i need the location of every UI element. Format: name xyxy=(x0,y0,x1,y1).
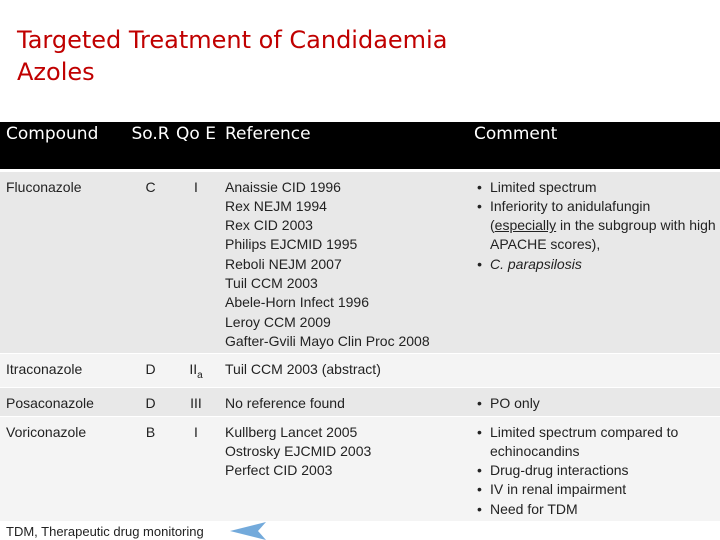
compound-cell: Fluconazole xyxy=(0,170,128,354)
compound-cell: Itraconazole xyxy=(0,354,128,388)
reference-line: No reference found xyxy=(225,395,345,412)
reference-line: Abele-Horn Infect 1996 xyxy=(225,294,369,311)
comment-list xyxy=(474,178,716,274)
reference-line: Ostrosky EJCMID 2003 xyxy=(225,442,372,459)
comment-item: • C. parapsilosis xyxy=(474,255,716,274)
header-sor: So.R xyxy=(128,122,173,170)
table-header-row xyxy=(0,122,720,170)
qoe-cell: I xyxy=(173,170,219,354)
comment-item: • Drug-drug interactions xyxy=(474,461,716,480)
reference-line: Anaissie CID 1996 xyxy=(225,178,341,195)
comment-list xyxy=(474,423,716,519)
qoe-cell: III xyxy=(173,388,219,416)
comment-item: • Need for TDM xyxy=(474,500,716,519)
reference-line: Leroy CCM 2009 xyxy=(225,313,331,330)
header-compound: Compound xyxy=(0,122,128,170)
reference-cell xyxy=(219,354,468,388)
comment-text: in the subgroup with high APACHE scores), xyxy=(490,217,716,253)
comment-item: • Limited spectrum compared to echinocandins xyxy=(474,423,716,462)
reference-line: Rex NEJM 1994 xyxy=(225,197,327,214)
reference-line: Gafter-Gvili Mayo Clin Proc 2008 xyxy=(225,332,430,349)
comment-item xyxy=(474,197,716,255)
qoe-subscript: a xyxy=(197,369,203,381)
qoe-cell xyxy=(173,354,219,388)
slide-title-line-2: Azoles xyxy=(17,58,95,86)
slide-title xyxy=(17,24,447,88)
sor-cell: D xyxy=(128,388,173,416)
footnote: TDM, Therapeutic drug monitoring xyxy=(0,524,222,540)
reference-line: Tuil CCM 2003 (abstract) xyxy=(225,361,381,378)
reference-cell xyxy=(219,416,468,521)
comment-list xyxy=(474,394,716,413)
qoe-cell: I xyxy=(173,416,219,521)
reference-line: Kullberg Lancet 2005 xyxy=(225,423,358,440)
header-reference: Reference xyxy=(219,122,468,170)
comment-cell xyxy=(468,170,720,354)
comment-item: • PO only xyxy=(474,394,716,413)
reference-line: Perfect CID 2003 xyxy=(225,462,333,479)
table-row-itraconazole xyxy=(0,354,720,388)
qoe-value: II xyxy=(189,361,198,378)
header-comment: Comment xyxy=(468,122,720,170)
arrow-icon xyxy=(230,522,266,540)
comment-cell xyxy=(468,354,720,388)
comment-cell xyxy=(468,388,720,416)
slide-title-line-1: Targeted Treatment of Candidaemia xyxy=(17,26,448,54)
sor-cell: C xyxy=(128,170,173,354)
reference-cell xyxy=(219,170,468,354)
comment-cell xyxy=(468,416,720,521)
reference-line: Philips EJCMID 1995 xyxy=(225,236,358,253)
comment-item: • Limited spectrum xyxy=(474,178,716,197)
reference-line: Rex CID 2003 xyxy=(225,217,313,234)
comment-underlined-text: especially xyxy=(494,217,557,234)
header-qoe: Qo E xyxy=(173,122,219,170)
azoles-table xyxy=(0,122,720,522)
table-row-fluconazole xyxy=(0,170,720,354)
reference-cell xyxy=(219,388,468,416)
comment-item: • IV in renal impairment xyxy=(474,480,716,499)
compound-cell: Voriconazole xyxy=(0,416,128,521)
compound-cell: Posaconazole xyxy=(0,388,128,416)
reference-line: Tuil CCM 2003 xyxy=(225,274,318,291)
table-row-posaconazole xyxy=(0,388,720,416)
sor-cell: D xyxy=(128,354,173,388)
reference-line: Reboli NEJM 2007 xyxy=(225,255,342,272)
comment-text: Inferiority to anidulafungin ( xyxy=(490,197,651,234)
table-row-voriconazole xyxy=(0,416,720,521)
sor-cell: B xyxy=(128,416,173,521)
